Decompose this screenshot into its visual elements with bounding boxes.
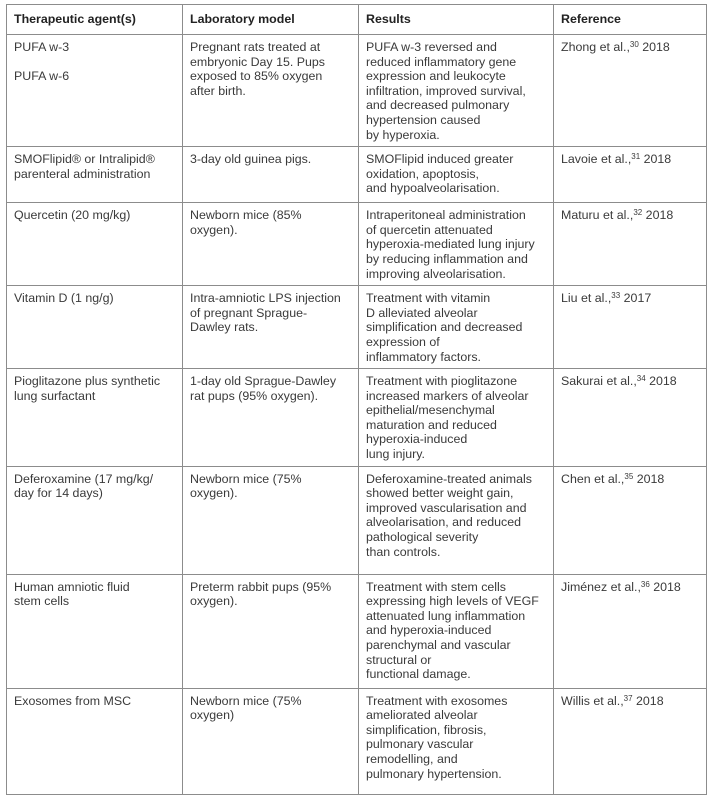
reference-year: 2018 [649, 374, 677, 389]
results-cell-line: alveolarisation, and reduced [366, 515, 521, 530]
model-cell-line: rat pups (95% oxygen). [190, 388, 319, 403]
results-cell [359, 147, 554, 203]
results-cell-line: expression of [366, 334, 440, 349]
agent-cell [7, 286, 183, 369]
agent-cell-line: Exosomes from MSC [14, 693, 132, 708]
agent-cell-line: day for 14 days) [14, 486, 103, 501]
table-header-row [7, 5, 707, 35]
model-cell [183, 369, 359, 467]
table-row [7, 466, 707, 574]
agent-cell [7, 369, 183, 467]
model-cell-line: Pregnant rats treated at [190, 40, 321, 54]
results-cell [359, 203, 554, 286]
reference-cell [554, 369, 707, 467]
results-cell-line: pathological severity [366, 530, 479, 545]
reference-citation-number: 33 [611, 291, 621, 301]
header-results: Results [359, 5, 554, 35]
agent-cell [7, 203, 183, 286]
results-cell-line: parenchymal and vascular [366, 638, 511, 653]
agent-cell [7, 35, 183, 147]
results-cell-line: showed better weight gain, [366, 486, 514, 501]
model-cell-line: Dawley rats. [190, 320, 259, 335]
results-cell [359, 286, 554, 369]
reference-author: Chen et al., [561, 471, 625, 486]
agent-cell [7, 466, 183, 574]
reference-year: 2017 [623, 291, 652, 306]
model-cell [183, 203, 359, 286]
results-cell-line: and hypoalveolarisation. [366, 181, 500, 196]
reference-citation-number: 32 [633, 208, 643, 218]
reference-citation-number: 31 [631, 152, 641, 162]
reference-cell [554, 574, 707, 688]
agent-cell-line: stem cells [14, 594, 70, 609]
results-cell-line: maturation and reduced [366, 417, 497, 432]
reference-author: Willis et al., [561, 693, 624, 708]
model-cell-line: Newborn mice (75% [190, 693, 302, 708]
results-cell-line: hypertension caused [366, 112, 481, 127]
model-cell-line: after birth. [190, 83, 246, 98]
agent-cell-line: parenteral administration [14, 166, 151, 181]
model-cell-line: oxygen) [190, 708, 235, 723]
agent-cell-line: Vitamin D (1 ng/g) [14, 291, 114, 306]
header-laboratory-model: Laboratory model [183, 5, 359, 35]
model-cell-line: Intra-amniotic LPS injection [190, 291, 341, 306]
results-cell-line: expressing high levels of VEGF [366, 594, 539, 609]
reference-author: Zhong et al., [561, 40, 630, 54]
model-cell [183, 147, 359, 203]
results-cell-line: epithelial/mesenchymal [366, 403, 495, 418]
table-row [7, 35, 707, 147]
results-cell-line: infiltration, improved survival, [366, 83, 526, 98]
table-row [7, 286, 707, 369]
results-cell-line: pulmonary vascular [366, 737, 474, 752]
results-cell-line: Treatment with exosomes [366, 693, 508, 708]
results-cell [359, 369, 554, 467]
results-cell-line: improved vascularisation and [366, 500, 527, 515]
model-cell [183, 466, 359, 574]
reference-year: 2018 [636, 693, 664, 708]
results-cell-line: SMOFlipid induced greater [366, 152, 514, 167]
spacer [14, 55, 176, 69]
reference-cell [554, 466, 707, 574]
therapeutic-agents-table [6, 4, 707, 795]
results-cell-line: D alleviated alveolar [366, 305, 478, 320]
results-cell-line: Treatment with vitamin [366, 291, 491, 306]
header-reference: Reference [554, 5, 707, 35]
results-cell-line: ameliorated alveolar [366, 708, 478, 723]
reference-citation-number: 30 [629, 40, 639, 49]
model-cell-line: oxygen). [190, 594, 238, 609]
model-cell [183, 574, 359, 688]
reference-citation-number: 35 [624, 471, 634, 481]
results-cell [359, 688, 554, 794]
model-cell-line: 3-day old guinea pigs. [190, 152, 312, 167]
model-cell-line: Newborn mice (85% [190, 208, 302, 223]
model-cell-line: embryonic Day 15. Pups [190, 54, 325, 69]
results-cell-line: pulmonary hypertension. [366, 766, 502, 781]
model-cell-line: Preterm rabbit pups (95% [190, 579, 332, 594]
results-cell-line: lung injury. [366, 447, 426, 462]
model-cell-line: 1-day old Sprague-Dawley [190, 374, 337, 389]
table-row [7, 688, 707, 794]
reference-cell [554, 286, 707, 369]
reference-citation-number: 34 [636, 374, 646, 384]
model-cell-line: Newborn mice (75% [190, 471, 302, 486]
reference-year: 2018 [653, 579, 681, 594]
results-cell [359, 466, 554, 574]
reference-author: Liu et al., [561, 291, 612, 306]
agent-cell-line: SMOFlipid® or Intralipid® [14, 152, 155, 167]
model-cell-line: of pregnant Sprague- [190, 305, 308, 320]
reference-cell [554, 147, 707, 203]
results-cell [359, 574, 554, 688]
agent-cell [7, 147, 183, 203]
results-cell-line: hyperoxia-induced [366, 432, 468, 447]
results-cell-line: increased markers of alveolar [366, 388, 529, 403]
results-cell-line: and decreased pulmonary [366, 98, 510, 113]
reference-citation-number: 37 [623, 693, 633, 703]
results-cell-line: hyperoxia-mediated lung injury [366, 237, 535, 252]
model-cell [183, 35, 359, 147]
agent-cell [7, 688, 183, 794]
model-cell-line: exposed to 85% oxygen [190, 69, 323, 84]
results-cell-line: reduced inflammatory gene [366, 54, 517, 69]
results-cell-line: structural or [366, 652, 432, 667]
results-cell-line: expression and leukocyte [366, 69, 506, 84]
results-cell-line: inflammatory factors. [366, 349, 481, 364]
reference-year: 2018 [636, 471, 665, 486]
results-cell-line: Treatment with pioglitazone [366, 374, 518, 389]
results-cell-line: attenuated lung inflammation [366, 608, 526, 623]
results-cell-line: and hyperoxia-induced [366, 623, 492, 638]
agent-cell-line: Human amniotic fluid [14, 579, 130, 594]
table-row [7, 574, 707, 688]
table-row [7, 147, 707, 203]
model-cell-line: oxygen). [190, 222, 238, 237]
table-row [7, 203, 707, 286]
model-cell-line: oxygen). [190, 486, 238, 501]
reference-year: 2018 [645, 208, 674, 223]
reference-cell [554, 35, 707, 147]
agent-cell-line: PUFA w-3 [14, 40, 70, 54]
reference-author: Sakurai et al., [561, 374, 637, 389]
results-cell-line: of quercetin attenuated [366, 222, 493, 237]
results-cell-line: oxidation, apoptosis, [366, 166, 479, 181]
table-row [7, 369, 707, 467]
agent-cell-line: Quercetin (20 mg/kg) [14, 208, 131, 223]
results-cell-line: functional damage. [366, 667, 471, 682]
reference-cell [554, 688, 707, 794]
model-cell [183, 286, 359, 369]
results-cell-line: by hyperoxia. [366, 127, 440, 142]
reference-year: 2018 [642, 40, 670, 54]
reference-author: Jiménez et al., [561, 579, 641, 594]
header-therapeutic-agents: Therapeutic agent(s) [7, 5, 183, 35]
results-cell-line: PUFA w-3 reversed and [366, 40, 497, 54]
results-cell-line: remodelling, and [366, 752, 458, 767]
results-cell-line: improving alveolarisation. [366, 266, 506, 281]
agent-cell-line: Deferoxamine (17 mg/kg/ [14, 471, 154, 486]
reference-year: 2018 [643, 152, 672, 167]
agent-cell [7, 574, 183, 688]
model-cell [183, 688, 359, 794]
results-cell [359, 35, 554, 147]
agent-cell-line: lung surfactant [14, 388, 96, 403]
reference-citation-number: 36 [640, 579, 650, 589]
agent-cell-line: PUFA w-6 [14, 68, 70, 83]
results-cell-line: than controls. [366, 544, 441, 559]
results-cell-line: Deferoxamine-treated animals [366, 471, 532, 486]
reference-cell [554, 203, 707, 286]
results-cell-line: Intraperitoneal administration [366, 208, 526, 223]
results-cell-line: Treatment with stem cells [366, 579, 507, 594]
results-cell-line: simplification, fibrosis, [366, 722, 487, 737]
results-cell-line: simplification and decreased [366, 320, 523, 335]
reference-author: Lavoie et al., [561, 152, 632, 167]
agent-cell-line: Pioglitazone plus synthetic [14, 374, 161, 389]
reference-author: Maturu et al., [561, 208, 634, 223]
results-cell-line: by reducing inflammation and [366, 251, 528, 266]
